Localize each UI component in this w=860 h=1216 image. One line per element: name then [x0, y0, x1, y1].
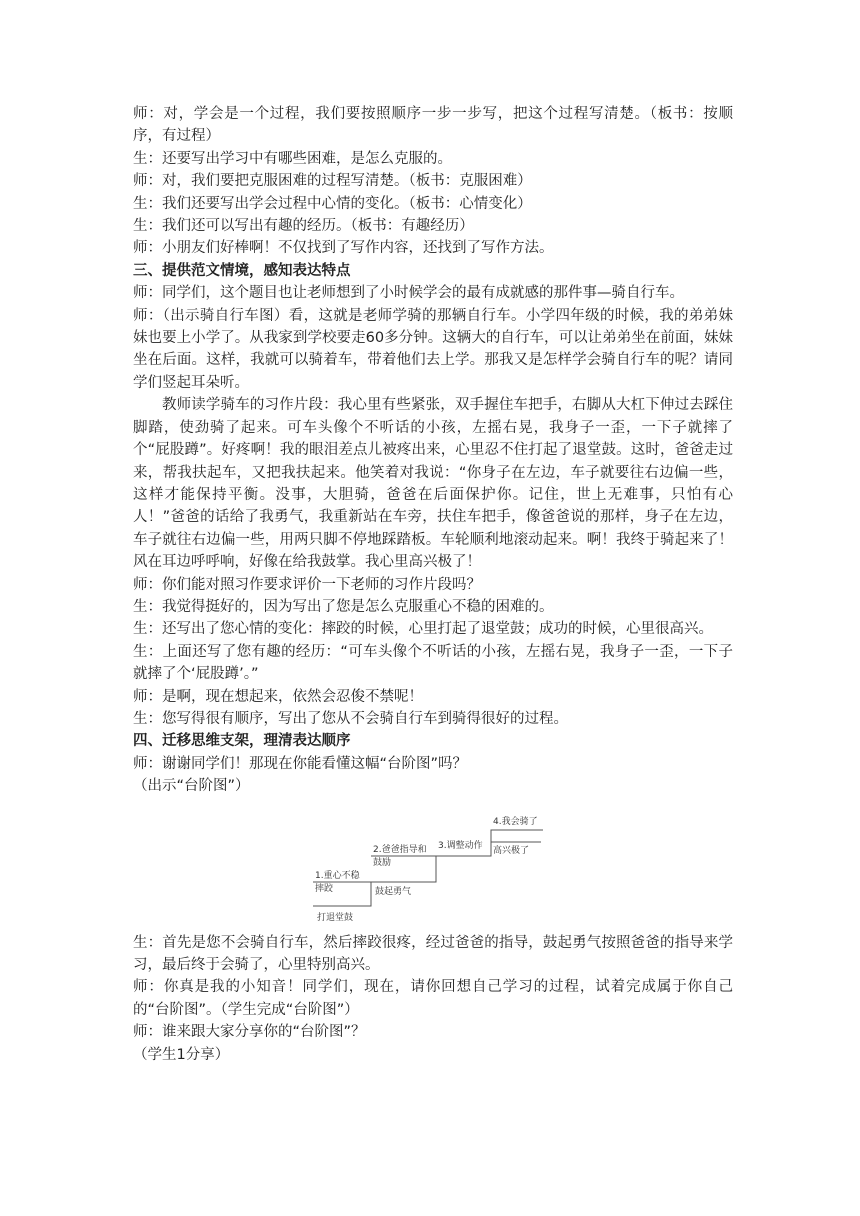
step2-feeling: 鼓起勇气: [375, 886, 412, 897]
section-heading: 三、提供范文情境，感知表达特点: [133, 262, 351, 279]
paragraph: 师：对，我们要把克服困难的过程写清楚。（板书：克服困难）: [133, 173, 532, 190]
paragraph: 师：对，学会是一个过程，我们要按照顺序一步一步写，把这个过程写清楚。（板书：按顺序，有过程）: [133, 106, 733, 145]
paragraph: 生：您写得很有顺序，写出了您从不会骑自行车到骑得很好的过程。: [133, 710, 568, 727]
staircase-line: [313, 830, 543, 906]
paragraph: 师：谁来跟大家分享你的“台阶图”？: [133, 1024, 366, 1041]
teacher-reading-paragraph: 教师读学骑车的习作片段：我心里有些紧张，双手握住车把手，右脚从大杠下伸过去踩住脚踏，使劲骑了起来。可车头像个不听话的小孩，左摇右晃，我身子一歪，一下子就摔了个“屁股蹲”。好疼啊！我的眼泪差点儿被疼出来，心里忍不住打起了退堂鼓。这时，爸爸走过来，帮我扶起车，又把我扶起来。他笑着对我说：“你身子在左边，车子就要往右边偏一些，这样才能保持平衡。没事，大胆骑，爸爸在后面保护你。记住，世上无难事，只怕有心人！”爸爸的话给了我勇气，我重新站在车旁，扶住车把手，像爸爸说的那样，身子在左边，车子就往右边偏一些，用两只脚不停地踩踏板。车轮顺利地滚动起来。啊！我终于骑起来了！风在耳边呼呼响，好像在给我鼓掌。我心里高兴极了！: [133, 397, 733, 571]
paragraph: 师：同学们，这个题目也让老师想到了小时候学会的最有成就感的那件事—骑自行车。: [133, 285, 684, 302]
step4-label: 4.我会骑了: [493, 816, 538, 827]
step2-label-2: 鼓励: [373, 857, 392, 868]
step1-label: 1.重心不稳: [315, 870, 360, 881]
paragraph: 生：首先是您不会骑自行车，然后摔跤很疼，经过爸爸的指导，鼓起勇气按照爸爸的指导来学习，最后终于会骑了，心里特别高兴。: [133, 934, 733, 973]
step3-label: 3.调整动作: [438, 840, 483, 851]
paragraph: 师：小朋友们好棒啊！不仅找到了写作内容，还找到了写作方法。: [133, 240, 554, 257]
step4-feeling: 高兴极了: [493, 845, 530, 856]
paragraph: 师：你真是我的小知音！同学们，现在，请你回想自己学习的过程，试着完成属于你自己的“台阶图”。（学生完成“台阶图”）: [133, 979, 733, 1018]
step1-feeling: 打退堂鼓: [317, 912, 354, 923]
paragraph: 生：我们还要写出学会过程中心情的变化。（板书：心情变化）: [133, 195, 532, 212]
paragraph: 师：你们能对照习作要求评价一下老师的习作片段吗？: [133, 576, 481, 593]
paragraph: 师：是啊，现在想起来，依然会忍俊不禁呢！: [133, 688, 423, 705]
staircase-diagram: [133, 802, 733, 924]
paragraph: 生：还写出了您心情的变化：摔跤的时候，心里打起了退堂鼓；成功的时候，心里很高兴。: [133, 621, 713, 638]
paragraph: 师：（出示骑自行车图）看，这就是老师学骑的那辆自行车。小学四年级的时候，我的弟弟妹妹也要上小学了。从我家到学校要走60多分钟。这辆大的自行车，可以让弟弟坐在前面，妹妹坐在后面。这样，我就可以骑着车，带着他们去上学。那我又是怎样学会骑自行车的呢？请同学们竖起耳朵听。: [133, 307, 733, 391]
section-heading: 四、迁移思维支架，理清表达顺序: [133, 733, 351, 750]
paragraph: 生：我觉得挺好的，因为写出了您是怎么克服重心不稳的困难的。: [133, 598, 554, 615]
paragraph: （出示“台阶图”）: [133, 778, 250, 795]
paragraph: 生：我们还可以写出有趣的经历。（板书：有趣经历）: [133, 218, 474, 235]
step1-label-2: 摔跤: [315, 883, 334, 894]
paragraph: （学生1分享）: [133, 1046, 230, 1063]
document-page: [133, 103, 733, 1066]
step2-label: 2.爸爸指导和: [373, 844, 427, 855]
staircase-svg: [311, 802, 551, 924]
paragraph: 师：谢谢同学们！那现在你能看懂这幅“台阶图”吗？: [133, 755, 468, 772]
paragraph: 生：上面还写了您有趣的经历：“可车头像个不听话的小孩，左摇右晃，我身子一歪，一下子就摔了个‘屁股蹲’。”: [133, 643, 733, 683]
paragraph: 生：还要写出学习中有哪些困难，是怎么克服的。: [133, 150, 452, 167]
